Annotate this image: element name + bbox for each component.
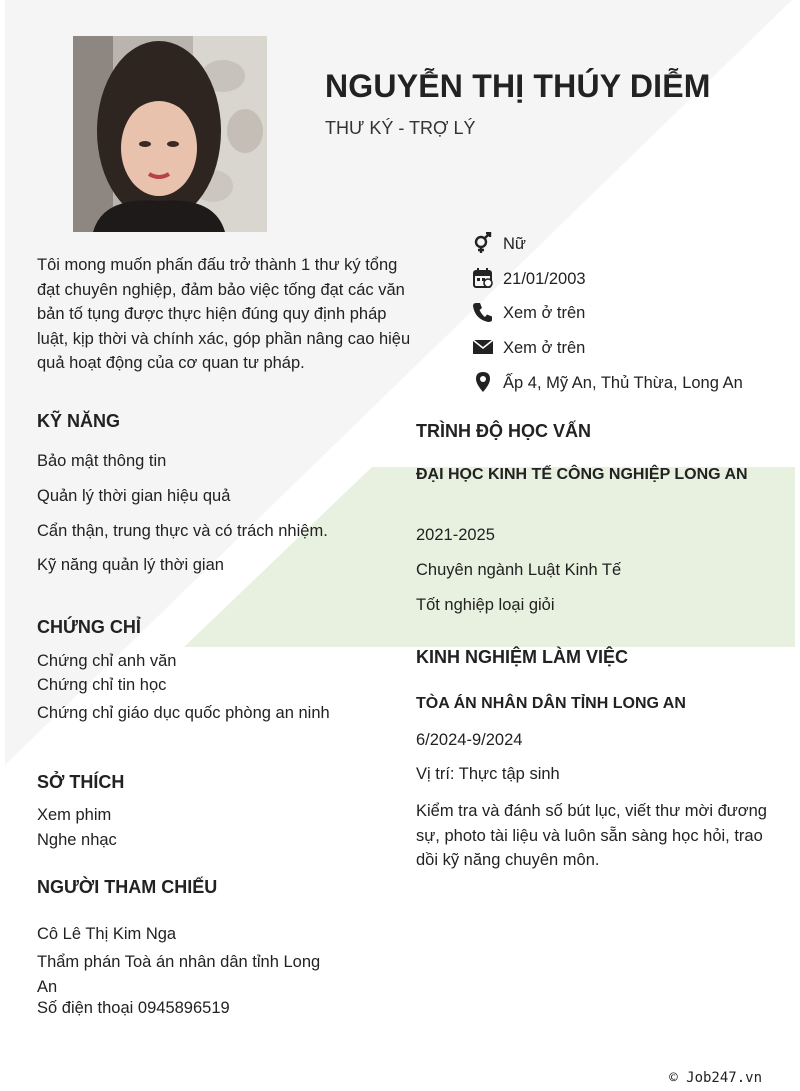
skill-item: Cẩn thận, trung thực và có trách nhiệm. xyxy=(37,522,328,540)
contact-phone xyxy=(472,301,753,325)
experience-description: Kiểm tra và đánh số bút lục, viết thư mời đương sự, photo tài liệu và luôn sẵn sàng học hỏi, trao dồi kỹ năng chuyên môn. xyxy=(416,802,767,869)
phone-icon xyxy=(472,301,494,323)
email-value: Xem ở trên xyxy=(503,339,586,357)
phone-value: Xem ở trên xyxy=(503,304,586,322)
skill-item: Bảo mật thông tin xyxy=(37,452,167,470)
birthday-value: 21/01/2003 xyxy=(503,270,586,288)
gender-icon xyxy=(472,232,494,254)
hobby-item: Nghe nhạc xyxy=(37,831,117,849)
certificate-item: Chứng chỉ tin học xyxy=(37,676,167,694)
hobbies-heading: SỞ THÍCH xyxy=(37,772,125,792)
skill-item: Quản lý thời gian hiệu quả xyxy=(37,487,231,505)
full-name: NGUYỄN THỊ THÚY DIỄM xyxy=(325,68,711,104)
experience-company: TÒA ÁN NHÂN DÂN TỈNH LONG AN xyxy=(416,695,686,712)
education-heading: TRÌNH ĐỘ HỌC VẤN xyxy=(416,421,591,441)
skills-heading: KỸ NĂNG xyxy=(37,411,121,431)
contact-birthday xyxy=(472,267,753,291)
mail-icon xyxy=(472,336,494,358)
certificate-item: Chứng chỉ anh văn xyxy=(37,652,177,670)
location-icon xyxy=(472,371,494,393)
certificates-heading: CHỨNG CHỈ xyxy=(37,617,141,637)
address-value: Ấp 4, Mỹ An, Thủ Thừa, Long An xyxy=(503,374,743,392)
experience-heading: KINH NGHIỆM LÀM VIỆC xyxy=(416,647,629,667)
job-title: THƯ KÝ - TRỢ LÝ xyxy=(325,118,476,138)
skill-item: Kỹ năng quản lý thời gian xyxy=(37,556,224,574)
education-major: Chuyên ngành Luật Kinh Tế xyxy=(416,561,622,579)
contact-address xyxy=(472,371,753,395)
education-school: ĐẠI HỌC KINH TẾ CÔNG NGHIỆP LONG AN xyxy=(416,466,748,483)
hobby-item: Xem phim xyxy=(37,806,112,824)
profile-photo xyxy=(73,36,267,232)
calendar-icon xyxy=(472,267,494,289)
contact-email xyxy=(472,336,753,360)
gender-value: Nữ xyxy=(503,235,526,253)
education-period: 2021-2025 xyxy=(416,526,495,544)
reference-position: Thẩm phán Toà án nhân dân tỉnh Long An xyxy=(37,953,321,996)
reference-name: Cô Lê Thị Kim Nga xyxy=(37,925,177,943)
education-grade: Tốt nghiệp loại giỏi xyxy=(416,596,555,614)
footer-watermark: © Job247.vn xyxy=(669,1070,762,1086)
experience-period: 6/2024-9/2024 xyxy=(416,731,523,749)
contact-gender xyxy=(472,232,753,256)
references-heading: NGƯỜI THAM CHIẾU xyxy=(37,877,218,897)
reference-phone: Số điện thoại 0945896519 xyxy=(37,999,230,1017)
certificate-item: Chứng chỉ giáo dục quốc phòng an ninh xyxy=(37,704,330,722)
career-objective: Tôi mong muốn phấn đấu trở thành 1 thư ký tổng đạt chuyên nghiệp, đảm bảo việc tống đạt các văn bản tố tụng được thực hiện đúng quy định pháp luật, kịp thời và chính xác, góp phần nâng cao hiệu quả hoạt động của cơ quan tư pháp. xyxy=(37,256,411,373)
experience-role: Vị trí: Thực tập sinh xyxy=(416,765,560,783)
